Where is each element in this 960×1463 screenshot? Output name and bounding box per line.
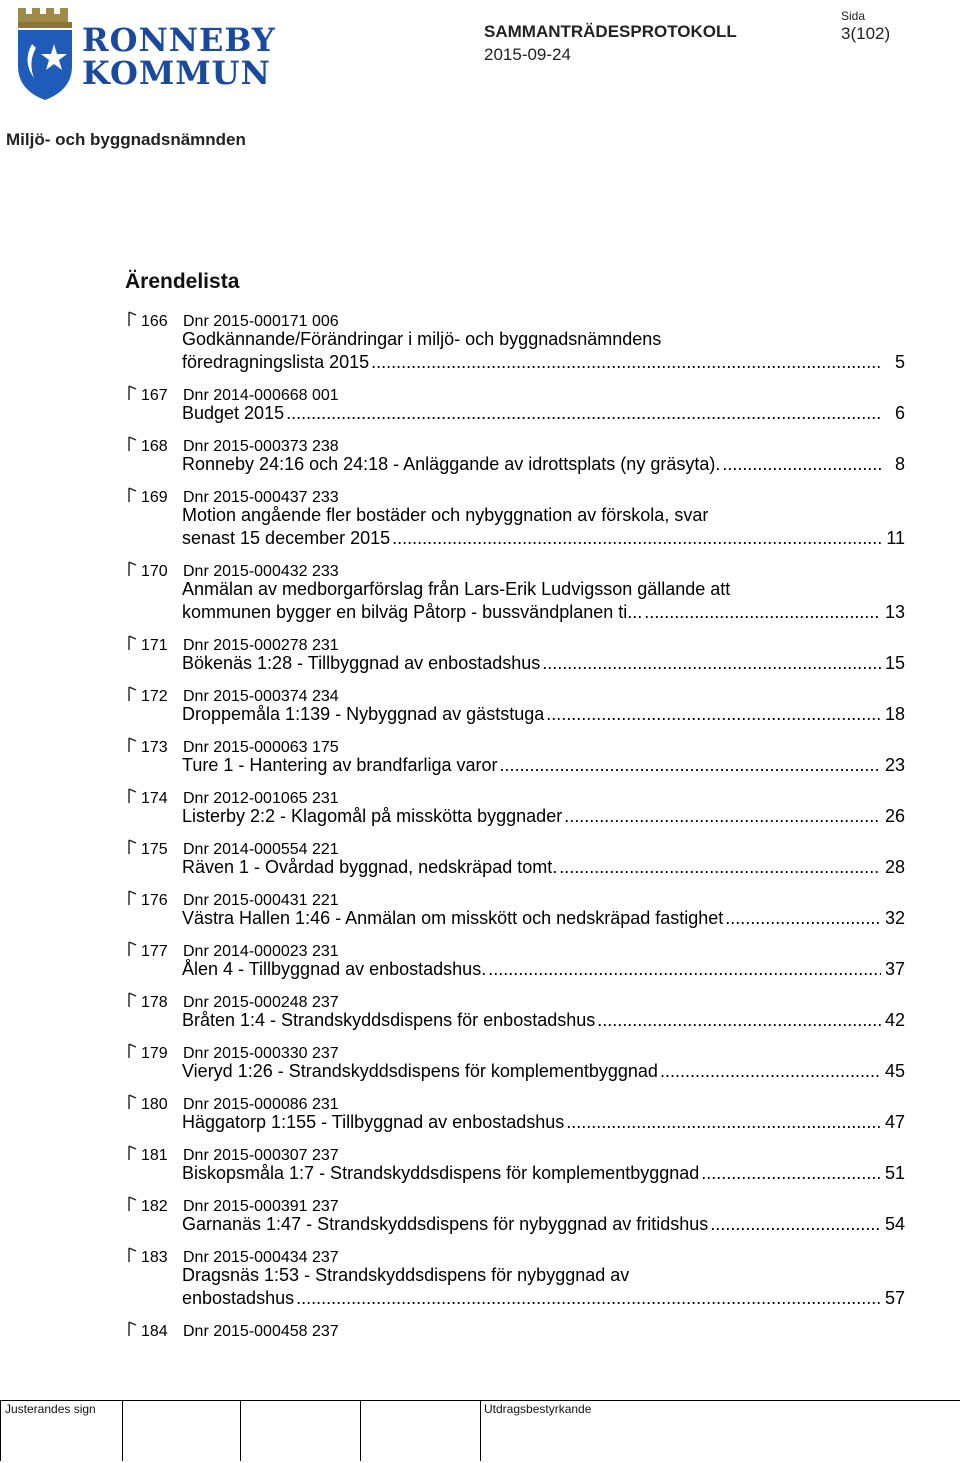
expand-caret-icon[interactable]	[125, 434, 141, 454]
expand-caret-icon[interactable]	[125, 633, 141, 653]
toc-item-header	[125, 987, 905, 1010]
item-title: Listerby 2:2 - Klagomål på misskötta byggnader	[182, 806, 563, 826]
item-dnr: Dnr 2015-000373 238	[183, 438, 339, 455]
item-number: 180	[141, 1096, 168, 1113]
toc-item[interactable]	[125, 1038, 905, 1084]
item-page[interactable]: 28	[884, 857, 905, 877]
item-dnr: Dnr 2015-000391 237	[183, 1198, 339, 1215]
toc-item[interactable]	[125, 1242, 905, 1311]
document-title: SAMMANTRÄDESPROTOKOLL	[484, 22, 737, 41]
item-title-line	[182, 755, 905, 778]
item-title-line	[182, 959, 905, 982]
item-title: Budget 2015	[182, 403, 285, 423]
expand-caret-icon[interactable]	[125, 309, 141, 329]
item-title-line	[182, 352, 905, 375]
toc-item-header	[125, 1038, 905, 1061]
toc-item-header	[125, 482, 905, 505]
item-title-line	[182, 403, 905, 426]
item-title-line	[182, 602, 905, 625]
item-dnr: Dnr 2015-000374 234	[183, 688, 339, 705]
expand-caret-icon[interactable]	[125, 939, 141, 959]
item-number: 168	[141, 438, 168, 455]
item-number: 184	[141, 1323, 168, 1340]
item-dnr: Dnr 2015-000434 237	[183, 1249, 339, 1266]
toc-item-header	[125, 380, 905, 403]
toc-item[interactable]	[125, 306, 905, 375]
toc-item[interactable]	[125, 1191, 905, 1237]
item-title-line	[182, 857, 905, 880]
toc-item-header	[125, 431, 905, 454]
item-dnr: Dnr 2015-000063 175	[183, 739, 339, 756]
logo-line-1: RONNEBY	[82, 21, 276, 59]
footer-divider	[0, 1401, 1, 1461]
dot-leader	[597, 1010, 881, 1031]
item-page[interactable]: 5	[894, 352, 905, 372]
expand-caret-icon[interactable]	[125, 990, 141, 1010]
item-number: 169	[141, 489, 168, 506]
toc-item-header	[125, 732, 905, 755]
certification-label: Utdragsbestyrkande	[484, 1402, 592, 1416]
item-title-line	[182, 1010, 905, 1033]
item-title: kommunen bygger en bilväg Påtorp - bussvändplanen ti...	[182, 602, 643, 622]
item-dnr: Dnr 2015-000437 233	[183, 489, 339, 506]
item-title: senast 15 december 2015	[182, 528, 391, 548]
item-title: Biskopsmåla 1:7 - Strandskyddsdispens för komplementbyggnad	[182, 1163, 700, 1183]
item-title: Västra Hallen 1:46 - Anmälan om misskött och nedskräpad fastighet	[182, 908, 724, 928]
dot-leader	[488, 959, 881, 980]
expand-caret-icon[interactable]	[125, 735, 141, 755]
expand-caret-icon[interactable]	[125, 684, 141, 704]
item-number: 181	[141, 1147, 168, 1164]
expand-caret-icon[interactable]	[125, 837, 141, 857]
footer-divider	[360, 1401, 361, 1461]
item-page[interactable]: 18	[884, 704, 905, 724]
initials-label: Justerandes sign	[5, 1402, 96, 1416]
item-page[interactable]: 37	[884, 959, 905, 979]
item-dnr: Dnr 2015-000330 237	[183, 1045, 339, 1062]
toc-item[interactable]	[125, 681, 905, 727]
ronneby-coat-of-arms-icon	[12, 4, 78, 102]
toc-item-header	[125, 1316, 905, 1339]
item-number: 175	[141, 841, 168, 858]
item-title: Häggatorp 1:155 - Tillbyggnad av enbostadshus	[182, 1112, 565, 1132]
logo-line-2: KOMMUN	[82, 54, 271, 92]
item-dnr: Dnr 2015-000248 237	[183, 994, 339, 1011]
toc-list	[125, 306, 905, 1344]
item-title: enbostadshus	[182, 1288, 295, 1308]
item-dnr: Dnr 2014-000668 001	[183, 387, 339, 404]
dot-leader	[559, 857, 881, 878]
toc-item-header	[125, 556, 905, 579]
item-page[interactable]: 51	[884, 1163, 905, 1183]
item-number: 171	[141, 637, 168, 654]
dot-leader	[286, 403, 881, 424]
toc-item[interactable]	[125, 482, 905, 551]
item-dnr: Dnr 2015-000307 237	[183, 1147, 339, 1164]
toc-item-header	[125, 1089, 905, 1112]
expand-caret-icon[interactable]	[125, 1319, 141, 1339]
department-name: Miljö- och byggnadsnämnden	[6, 130, 246, 149]
item-title-line	[182, 505, 905, 528]
item-page[interactable]: 45	[884, 1061, 905, 1081]
item-title-line	[182, 908, 905, 931]
item-page[interactable]: 13	[884, 602, 905, 622]
toc-item[interactable]	[125, 630, 905, 676]
expand-caret-icon[interactable]	[125, 1143, 141, 1163]
item-title-line	[182, 1061, 905, 1084]
item-number: 166	[141, 313, 168, 330]
item-title: Ålen 4 - Tillbyggnad av enbostadshus.	[182, 959, 487, 979]
logo-wordmark	[82, 21, 276, 92]
item-number: 179	[141, 1045, 168, 1062]
item-title-line	[182, 329, 905, 352]
dot-leader	[542, 653, 881, 674]
item-title-line	[182, 579, 905, 602]
dot-leader	[710, 1214, 881, 1235]
item-title-line	[182, 454, 905, 477]
toc-item-header	[125, 1191, 905, 1214]
toc-item[interactable]	[125, 834, 905, 880]
dot-leader	[564, 806, 881, 827]
item-title-line	[182, 1265, 905, 1288]
expand-caret-icon[interactable]	[125, 1194, 141, 1214]
expand-caret-icon[interactable]	[125, 1245, 141, 1265]
item-number: 183	[141, 1249, 168, 1266]
item-number: 172	[141, 688, 168, 705]
item-number: 182	[141, 1198, 168, 1215]
toc-item-header	[125, 783, 905, 806]
item-title-line	[182, 528, 905, 551]
item-number: 178	[141, 994, 168, 1011]
page-label: Sida	[841, 9, 866, 23]
item-title-line	[182, 1112, 905, 1135]
item-page[interactable]: 8	[894, 454, 905, 474]
toc-item-header	[125, 306, 905, 329]
item-page[interactable]: 26	[884, 806, 905, 826]
item-number: 173	[141, 739, 168, 756]
dot-leader	[701, 1163, 881, 1184]
item-dnr: Dnr 2015-000431 221	[183, 892, 339, 909]
item-page[interactable]: 15	[884, 653, 905, 673]
dot-leader	[725, 908, 881, 929]
page-number: 3(102)	[841, 24, 891, 43]
item-dnr: Dnr 2015-000171 006	[183, 313, 339, 330]
item-dnr: Dnr 2015-000458 237	[183, 1323, 339, 1340]
item-page[interactable]: 32	[884, 908, 905, 928]
item-dnr: Dnr 2012-001065 231	[183, 790, 339, 807]
toc-item-header	[125, 1140, 905, 1163]
toc-item[interactable]	[125, 987, 905, 1033]
item-title: Vieryd 1:26 - Strandskyddsdispens för komplementbyggnad	[182, 1061, 658, 1081]
dot-leader	[566, 1112, 881, 1133]
item-title: Ture 1 - Hantering av brandfarliga varor	[182, 755, 498, 775]
item-title: Anmälan av medborgarförslag från Lars-Erik Ludvigsson gällande att	[182, 579, 731, 599]
item-page[interactable]: 54	[884, 1214, 905, 1234]
item-title: Godkännande/Förändringar i miljö- och byggnadsnämndens	[182, 329, 662, 349]
item-dnr: Dnr 2015-000432 233	[183, 563, 339, 580]
item-title: Räven 1 - Ovårdad byggnad, nedskräpad tomt.	[182, 857, 558, 877]
expand-caret-icon[interactable]	[125, 786, 141, 806]
toc-item[interactable]	[125, 1089, 905, 1135]
toc-item[interactable]	[125, 885, 905, 931]
dot-leader	[660, 1061, 881, 1082]
item-dnr: Dnr 2014-000554 221	[183, 841, 339, 858]
item-title: Dragsnäs 1:53 - Strandskyddsdispens för nybyggnad av	[182, 1265, 630, 1285]
dot-leader	[296, 1288, 881, 1309]
item-title: Garnanäs 1:47 - Strandskyddsdispens för nybyggnad av fritidshus	[182, 1214, 709, 1234]
toc-item[interactable]	[125, 936, 905, 982]
signature-footer	[0, 1398, 960, 1463]
footer-divider	[240, 1401, 241, 1461]
toc-item[interactable]	[125, 380, 905, 426]
item-title-line	[182, 1163, 905, 1186]
expand-caret-icon[interactable]	[125, 383, 141, 403]
item-title-line	[182, 653, 905, 676]
document-date: 2015-09-24	[484, 45, 571, 64]
item-title-line	[182, 704, 905, 727]
item-title: Bråten 1:4 - Strandskyddsdispens för enbostadshus	[182, 1010, 596, 1030]
dot-leader	[499, 755, 881, 776]
item-number: 174	[141, 790, 168, 807]
toc-heading: Ärendelista	[125, 270, 240, 293]
toc-item-header	[125, 1242, 905, 1265]
item-number: 176	[141, 892, 168, 909]
footer-divider	[480, 1401, 481, 1461]
item-dnr: Dnr 2014-000023 231	[183, 943, 339, 960]
item-number: 170	[141, 563, 168, 580]
dot-leader	[392, 528, 881, 549]
footer-divider	[122, 1401, 123, 1461]
expand-caret-icon[interactable]	[125, 1041, 141, 1061]
dot-leader	[546, 704, 881, 725]
item-page[interactable]: 42	[884, 1010, 905, 1030]
item-page[interactable]: 23	[884, 755, 905, 775]
item-title: Ronneby 24:16 och 24:18 - Anläggande av idrottsplats (ny gräsyta).	[182, 454, 721, 474]
item-title-line	[182, 1288, 905, 1311]
item-dnr: Dnr 2015-000278 231	[183, 637, 339, 654]
toc-item[interactable]	[125, 431, 905, 477]
item-page[interactable]: 11	[886, 528, 905, 548]
item-page[interactable]: 47	[884, 1112, 905, 1132]
item-title: Bökenäs 1:28 - Tillbyggnad av enbostadshus	[182, 653, 541, 673]
toc-item[interactable]	[125, 732, 905, 778]
expand-caret-icon[interactable]	[125, 559, 141, 579]
item-title: föredragningslista 2015	[182, 352, 370, 372]
toc-item[interactable]	[125, 1316, 905, 1339]
expand-caret-icon[interactable]	[125, 485, 141, 505]
item-number: 177	[141, 943, 168, 960]
item-page[interactable]: 6	[894, 403, 905, 423]
item-title: Droppemåla 1:139 - Nybyggnad av gäststuga	[182, 704, 545, 724]
toc-item-header	[125, 834, 905, 857]
toc-item-header	[125, 681, 905, 704]
dot-leader	[644, 602, 881, 623]
dot-leader	[371, 352, 881, 373]
expand-caret-icon[interactable]	[125, 1092, 141, 1112]
toc-item[interactable]	[125, 1140, 905, 1186]
toc-item[interactable]	[125, 783, 905, 829]
toc-item[interactable]	[125, 556, 905, 625]
item-title-line	[182, 806, 905, 829]
item-title-line	[182, 1214, 905, 1237]
toc-item-header	[125, 885, 905, 908]
item-dnr: Dnr 2015-000086 231	[183, 1096, 339, 1113]
item-page[interactable]: 57	[884, 1288, 905, 1308]
toc-item-header	[125, 936, 905, 959]
item-number: 167	[141, 387, 168, 404]
item-title: Motion angående fler bostäder och nybyggnation av förskola, svar	[182, 505, 709, 525]
dot-leader	[722, 454, 881, 475]
toc-item-header	[125, 630, 905, 653]
expand-caret-icon[interactable]	[125, 888, 141, 908]
